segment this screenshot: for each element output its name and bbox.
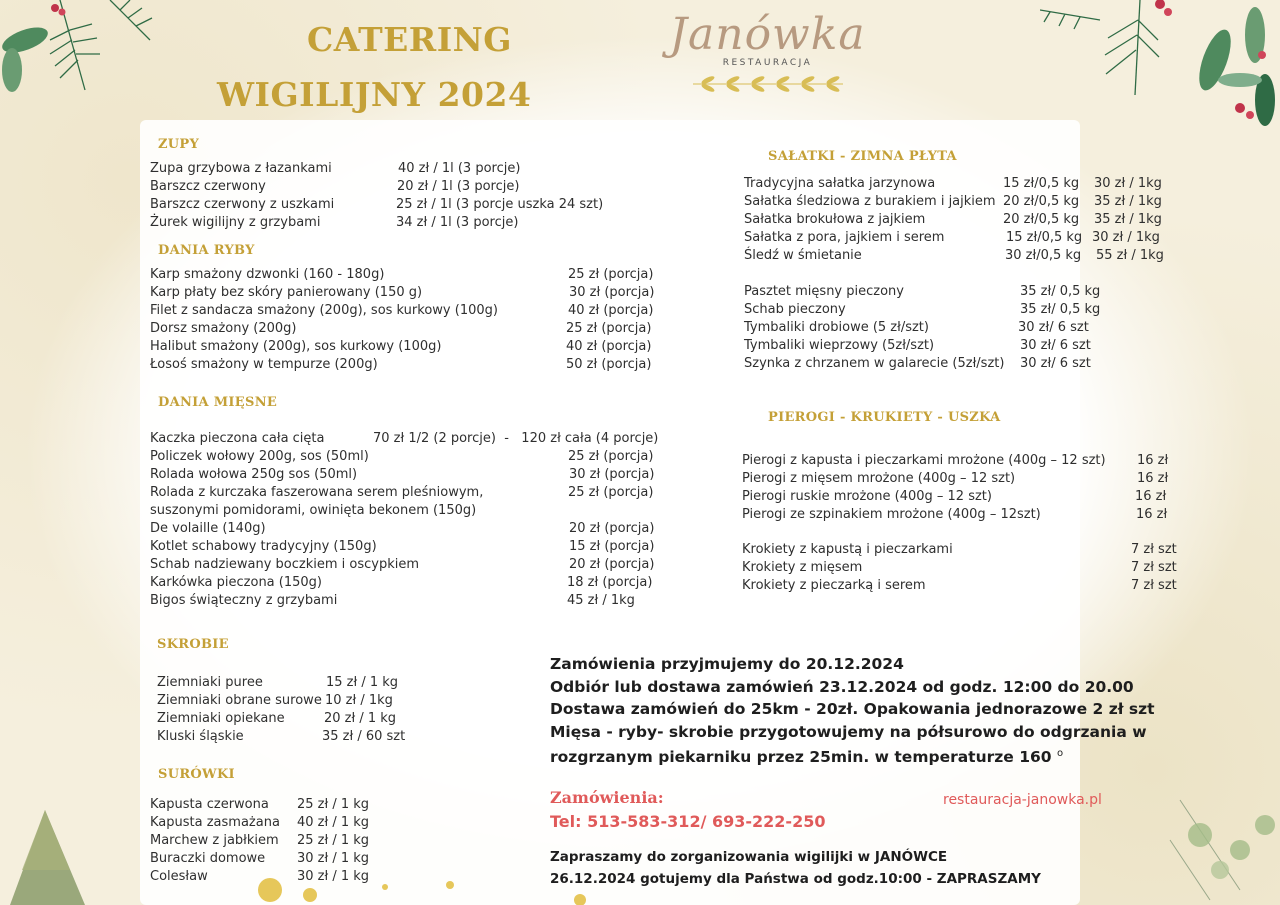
item-name: Barszcz czerwony z uszkami (150, 197, 335, 212)
item-name: De volaille (140g) (150, 521, 266, 536)
menu-item-continued (150, 502, 660, 520)
menu-item (150, 356, 660, 374)
item-name: Rolada z kurczaka faszerowana serem pleśniowym, (150, 485, 484, 500)
item-name: Tymbaliki drobiowe (5 zł/szt) (744, 320, 929, 335)
section-title-pierogi: PIEROGI - KRUKIETY - USZKA (768, 410, 1001, 425)
invite-line-2: 26.12.2024 gotujemy dla Państwa od godz.10:00 - ZAPRASZAMY (550, 871, 1041, 887)
item-price: 7 zł szt (1131, 560, 1177, 575)
item-name: Pierogi z kapusta i pieczarkami mrożone (400g – 12 szt) (742, 453, 1106, 468)
restaurant-logo (660, 10, 875, 105)
item-name: Schab pieczony (744, 302, 846, 317)
item-price-kg: 35 zł / 1kg (1094, 194, 1162, 209)
info-pickup-delivery: Odbiór lub dostawa zamówień 23.12.2024 od godz. 12:00 do 20.00 (550, 677, 1134, 696)
item-price: 16 zł (1137, 471, 1169, 486)
item-price: 40 zł (porcja) (566, 339, 652, 354)
menu-item (744, 211, 1174, 229)
menu-item (150, 178, 620, 196)
menu-item (150, 338, 660, 356)
logo-subtitle: RESTAURACJA (722, 58, 813, 68)
salatki-list (744, 175, 1174, 265)
item-name: Krokiety z pieczarką i serem (742, 578, 926, 593)
menu-item (150, 796, 390, 814)
item-price: 40 zł (porcja) (568, 303, 654, 318)
menu-item (744, 319, 1124, 337)
menu-item (150, 320, 660, 338)
item-price: 35 zł / 60 szt (322, 729, 406, 744)
item-name: Kaczka pieczona cała cięta (150, 431, 325, 446)
item-price: 35 zł/ 0,5 kg (1020, 302, 1101, 317)
item-price: 20 zł (porcja) (569, 557, 655, 572)
menu-item (742, 488, 1182, 506)
item-price: 7 zł szt (1131, 578, 1177, 593)
menu-item (742, 470, 1182, 488)
item-price: 20 zł / 1 kg (324, 711, 397, 726)
section-title-salatki: SAŁATKI - ZIMNA PŁYTA (768, 149, 957, 164)
item-name: Karkówka pieczona (150g) (150, 575, 322, 590)
item-price: 25 zł / 1l (3 porcje uszka 24 szt) (396, 197, 604, 212)
item-name: Sałatka brokułowa z jajkiem (744, 212, 926, 227)
item-name: Kapusta czerwona (150, 797, 269, 812)
item-price: 45 zł / 1kg (567, 593, 635, 608)
item-name: Tymbaliki wieprzowy (5zł/szt) (744, 338, 935, 353)
item-price: 20 zł (porcja) (569, 521, 655, 536)
menu-item (150, 448, 660, 466)
menu-item (150, 556, 660, 574)
menu-item (744, 175, 1174, 193)
item-price: 16 zł (1135, 489, 1167, 504)
menu-item (157, 674, 427, 692)
item-price-kg: 30 zł / 1kg (1092, 230, 1160, 245)
info-reheating (550, 743, 1155, 769)
section-title-dania-miesne: DANIA MIĘSNE (158, 395, 278, 410)
item-price: 25 zł (porcja) (568, 449, 654, 464)
item-price-half-kg: 30 zł/0,5 kg (1005, 248, 1082, 263)
item-name: Filet z sandacza smażony (200g), sos kurkowy (100g) (150, 303, 498, 318)
item-name: suszonymi pomidorami, owinięta bekonem (150g) (150, 503, 477, 518)
menu-item (150, 832, 390, 850)
item-price: 30 zł/ 6 szt (1020, 356, 1091, 371)
item-name: Szynka z chrzanem w galarecie (5zł/szt) (744, 356, 1005, 371)
item-name: Karp smażony dzwonki (160 - 180g) (150, 267, 385, 282)
item-name: Ziemniaki opiekane (157, 711, 285, 726)
item-price: 35 zł/ 0,5 kg (1020, 284, 1101, 299)
item-name: Krokiety z mięsem (742, 560, 863, 575)
item-price-half-kg: 20 zł/0,5 kg (1003, 212, 1080, 227)
item-name: Kotlet schabowy tradycyjny (150g) (150, 539, 377, 554)
website-link[interactable]: restauracja-janowka.pl (943, 792, 1102, 808)
section-title-surowki: SURÓWKI (158, 767, 235, 782)
menu-item (150, 850, 390, 868)
menu-item (742, 506, 1182, 524)
item-price-half-kg: 15 zł/0,5 kg (1006, 230, 1083, 245)
item-name: Rolada wołowa 250g sos (50ml) (150, 467, 358, 482)
item-price: 15 zł / 1 kg (326, 675, 399, 690)
menu-item (150, 302, 660, 320)
menu-item (742, 577, 1182, 595)
info-reheating-text: rozgrzanym piekarniku przez 25min. w temperaturze 160 (550, 748, 1052, 767)
menu-item (744, 193, 1174, 211)
item-price: 25 zł / 1 kg (297, 833, 370, 848)
item-name: Śledź w śmietanie (744, 248, 862, 263)
item-price-kg: 55 zł / 1kg (1096, 248, 1164, 263)
zupy-list (150, 160, 620, 232)
menu-item (744, 229, 1174, 247)
item-price: 30 zł / 1 kg (297, 851, 370, 866)
item-price-half-kg: 15 zł/0,5 kg (1003, 176, 1080, 191)
item-name: Pierogi z mięsem mrożone (400g – 12 szt) (742, 471, 1016, 486)
item-price: 30 zł / 1 kg (297, 869, 370, 884)
menu-item (157, 728, 427, 746)
menu-item (150, 484, 660, 502)
menu-item (744, 337, 1124, 355)
invitation (550, 846, 1041, 890)
item-name: Dorsz smażony (200g) (150, 321, 297, 336)
menu-item (150, 284, 660, 302)
item-name: Halibut smażony (200g), sos kurkowy (100g) (150, 339, 442, 354)
zimna-plyta-list (744, 283, 1124, 373)
item-price: 25 zł (porcja) (568, 267, 654, 282)
order-info (550, 653, 1155, 769)
item-name: Sałatka z pora, jajkiem i serem (744, 230, 945, 245)
item-name: Kapusta zasmażana (150, 815, 280, 830)
item-price: 30 zł (porcja) (569, 467, 655, 482)
phone-numbers[interactable]: Tel: 513-583-312/ 693-222-250 (550, 812, 826, 831)
item-name: Bigos świąteczny z grzybami (150, 593, 338, 608)
menu-item (742, 559, 1182, 577)
menu-item (150, 814, 390, 832)
item-price-kg: 30 zł / 1kg (1094, 176, 1162, 191)
item-price: 7 zł szt (1131, 542, 1177, 557)
item-name: Marchew z jabłkiem (150, 833, 279, 848)
item-price: 34 zł / 1l (3 porcje) (396, 215, 519, 230)
menu-item (150, 430, 660, 448)
menu-item (150, 868, 390, 886)
item-price: 20 zł / 1l (3 porcje) (397, 179, 520, 194)
dania-miesne-list (150, 430, 660, 610)
item-name: Tradycyjna sałatka jarzynowa (744, 176, 936, 191)
menu-item (744, 355, 1124, 373)
pierogi-list (742, 452, 1182, 524)
item-name: Ziemniaki obrane surowe (157, 693, 322, 708)
menu-item (150, 538, 660, 556)
invite-line-1: Zapraszamy do zorganizowania wigilijki w JANÓWCE (550, 849, 948, 865)
menu-item (744, 247, 1174, 265)
orders-label: Zamówienia: (550, 788, 664, 807)
item-name: Kluski śląskie (157, 729, 244, 744)
menu-item (742, 452, 1182, 470)
item-price: 40 zł / 1l (3 porcje) (398, 161, 521, 176)
item-price: 30 zł/ 6 szt (1018, 320, 1089, 335)
item-name: Sałatka śledziowa z burakiem i jajkiem (744, 194, 996, 209)
item-price-kg: 35 zł / 1kg (1094, 212, 1162, 227)
logo-name: Janówka (669, 9, 866, 60)
menu-item (150, 520, 660, 538)
item-name: Krokiety z kapustą i pieczarkami (742, 542, 953, 557)
menu-item (150, 196, 620, 214)
item-name: Schab nadziewany boczkiem i oscypkiem (150, 557, 420, 572)
item-name: Żurek wigilijny z grzybami (150, 215, 321, 230)
section-title-zupy: ZUPY (158, 137, 200, 152)
item-name: Zupa grzybowa z łazankami (150, 161, 332, 176)
dania-ryby-list (150, 266, 660, 374)
item-price: 30 zł (porcja) (569, 285, 655, 300)
info-order-deadline: Zamówienia przyjmujemy do 20.12.2024 (550, 655, 904, 673)
item-price: 16 zł (1137, 453, 1169, 468)
laurel-icon (683, 72, 853, 94)
item-price: 25 zł (porcja) (568, 485, 654, 500)
page-title-line1: CATERING (307, 20, 512, 59)
item-price: 15 zł (porcja) (569, 539, 655, 554)
menu-item (150, 160, 620, 178)
skrobie-list (157, 674, 427, 746)
item-name: Policzek wołowy 200g, sos (50ml) (150, 449, 369, 464)
item-name: Karp płaty bez skóry panierowany (150 g) (150, 285, 423, 300)
menu-item (157, 710, 427, 728)
item-price: 25 zł / 1 kg (297, 797, 370, 812)
item-name: Ziemniaki puree (157, 675, 263, 690)
menu-item (150, 466, 660, 484)
item-price: 50 zł (porcja) (566, 357, 652, 372)
item-name: Łosoś smażony w tempurze (200g) (150, 357, 378, 372)
item-price: 16 zł (1136, 507, 1168, 522)
menu-item (157, 692, 427, 710)
item-price: 25 zł (porcja) (566, 321, 652, 336)
item-name: Pasztet mięsny pieczony (744, 284, 904, 299)
menu-item (150, 214, 620, 232)
item-price: 18 zł (porcja) (567, 575, 653, 590)
section-title-dania-ryby: DANIA RYBY (158, 243, 255, 258)
section-title-skrobie: SKROBIE (157, 637, 229, 652)
item-name: Barszcz czerwony (150, 179, 266, 194)
item-name: Pierogi ze szpinakiem mrożone (400g – 12szt) (742, 507, 1041, 522)
menu-item (744, 301, 1124, 319)
surowki-list (150, 796, 390, 886)
item-price: 70 zł 1/2 (2 porcje) - 120 zł cała (4 porcje) (373, 431, 659, 446)
item-price: 30 zł/ 6 szt (1020, 338, 1091, 353)
menu-item (150, 592, 660, 610)
info-preparation: Mięsa - ryby- skrobie przygotowujemy na półsurowo do odgrzania w (550, 722, 1147, 741)
krokiety-list (742, 541, 1182, 595)
menu-item (742, 541, 1182, 559)
info-delivery-cost: Dostawa zamówień do 25km - 20zł. Opakowania jednorazowe 2 zł szt (550, 700, 1155, 718)
item-price: 10 zł / 1kg (325, 693, 393, 708)
item-name: Pierogi ruskie mrożone (400g – 12 szt) (742, 489, 992, 504)
menu-item (150, 266, 660, 284)
degree-symbol: o (1056, 748, 1064, 759)
menu-item (744, 283, 1124, 301)
item-price-half-kg: 20 zł/0,5 kg (1003, 194, 1080, 209)
item-price: 40 zł / 1 kg (297, 815, 370, 830)
item-name: Buraczki domowe (150, 851, 266, 866)
menu-item (150, 574, 660, 592)
page-title-line2: WIGILIJNY 2024 (217, 75, 532, 114)
item-name: Colesław (150, 869, 208, 884)
